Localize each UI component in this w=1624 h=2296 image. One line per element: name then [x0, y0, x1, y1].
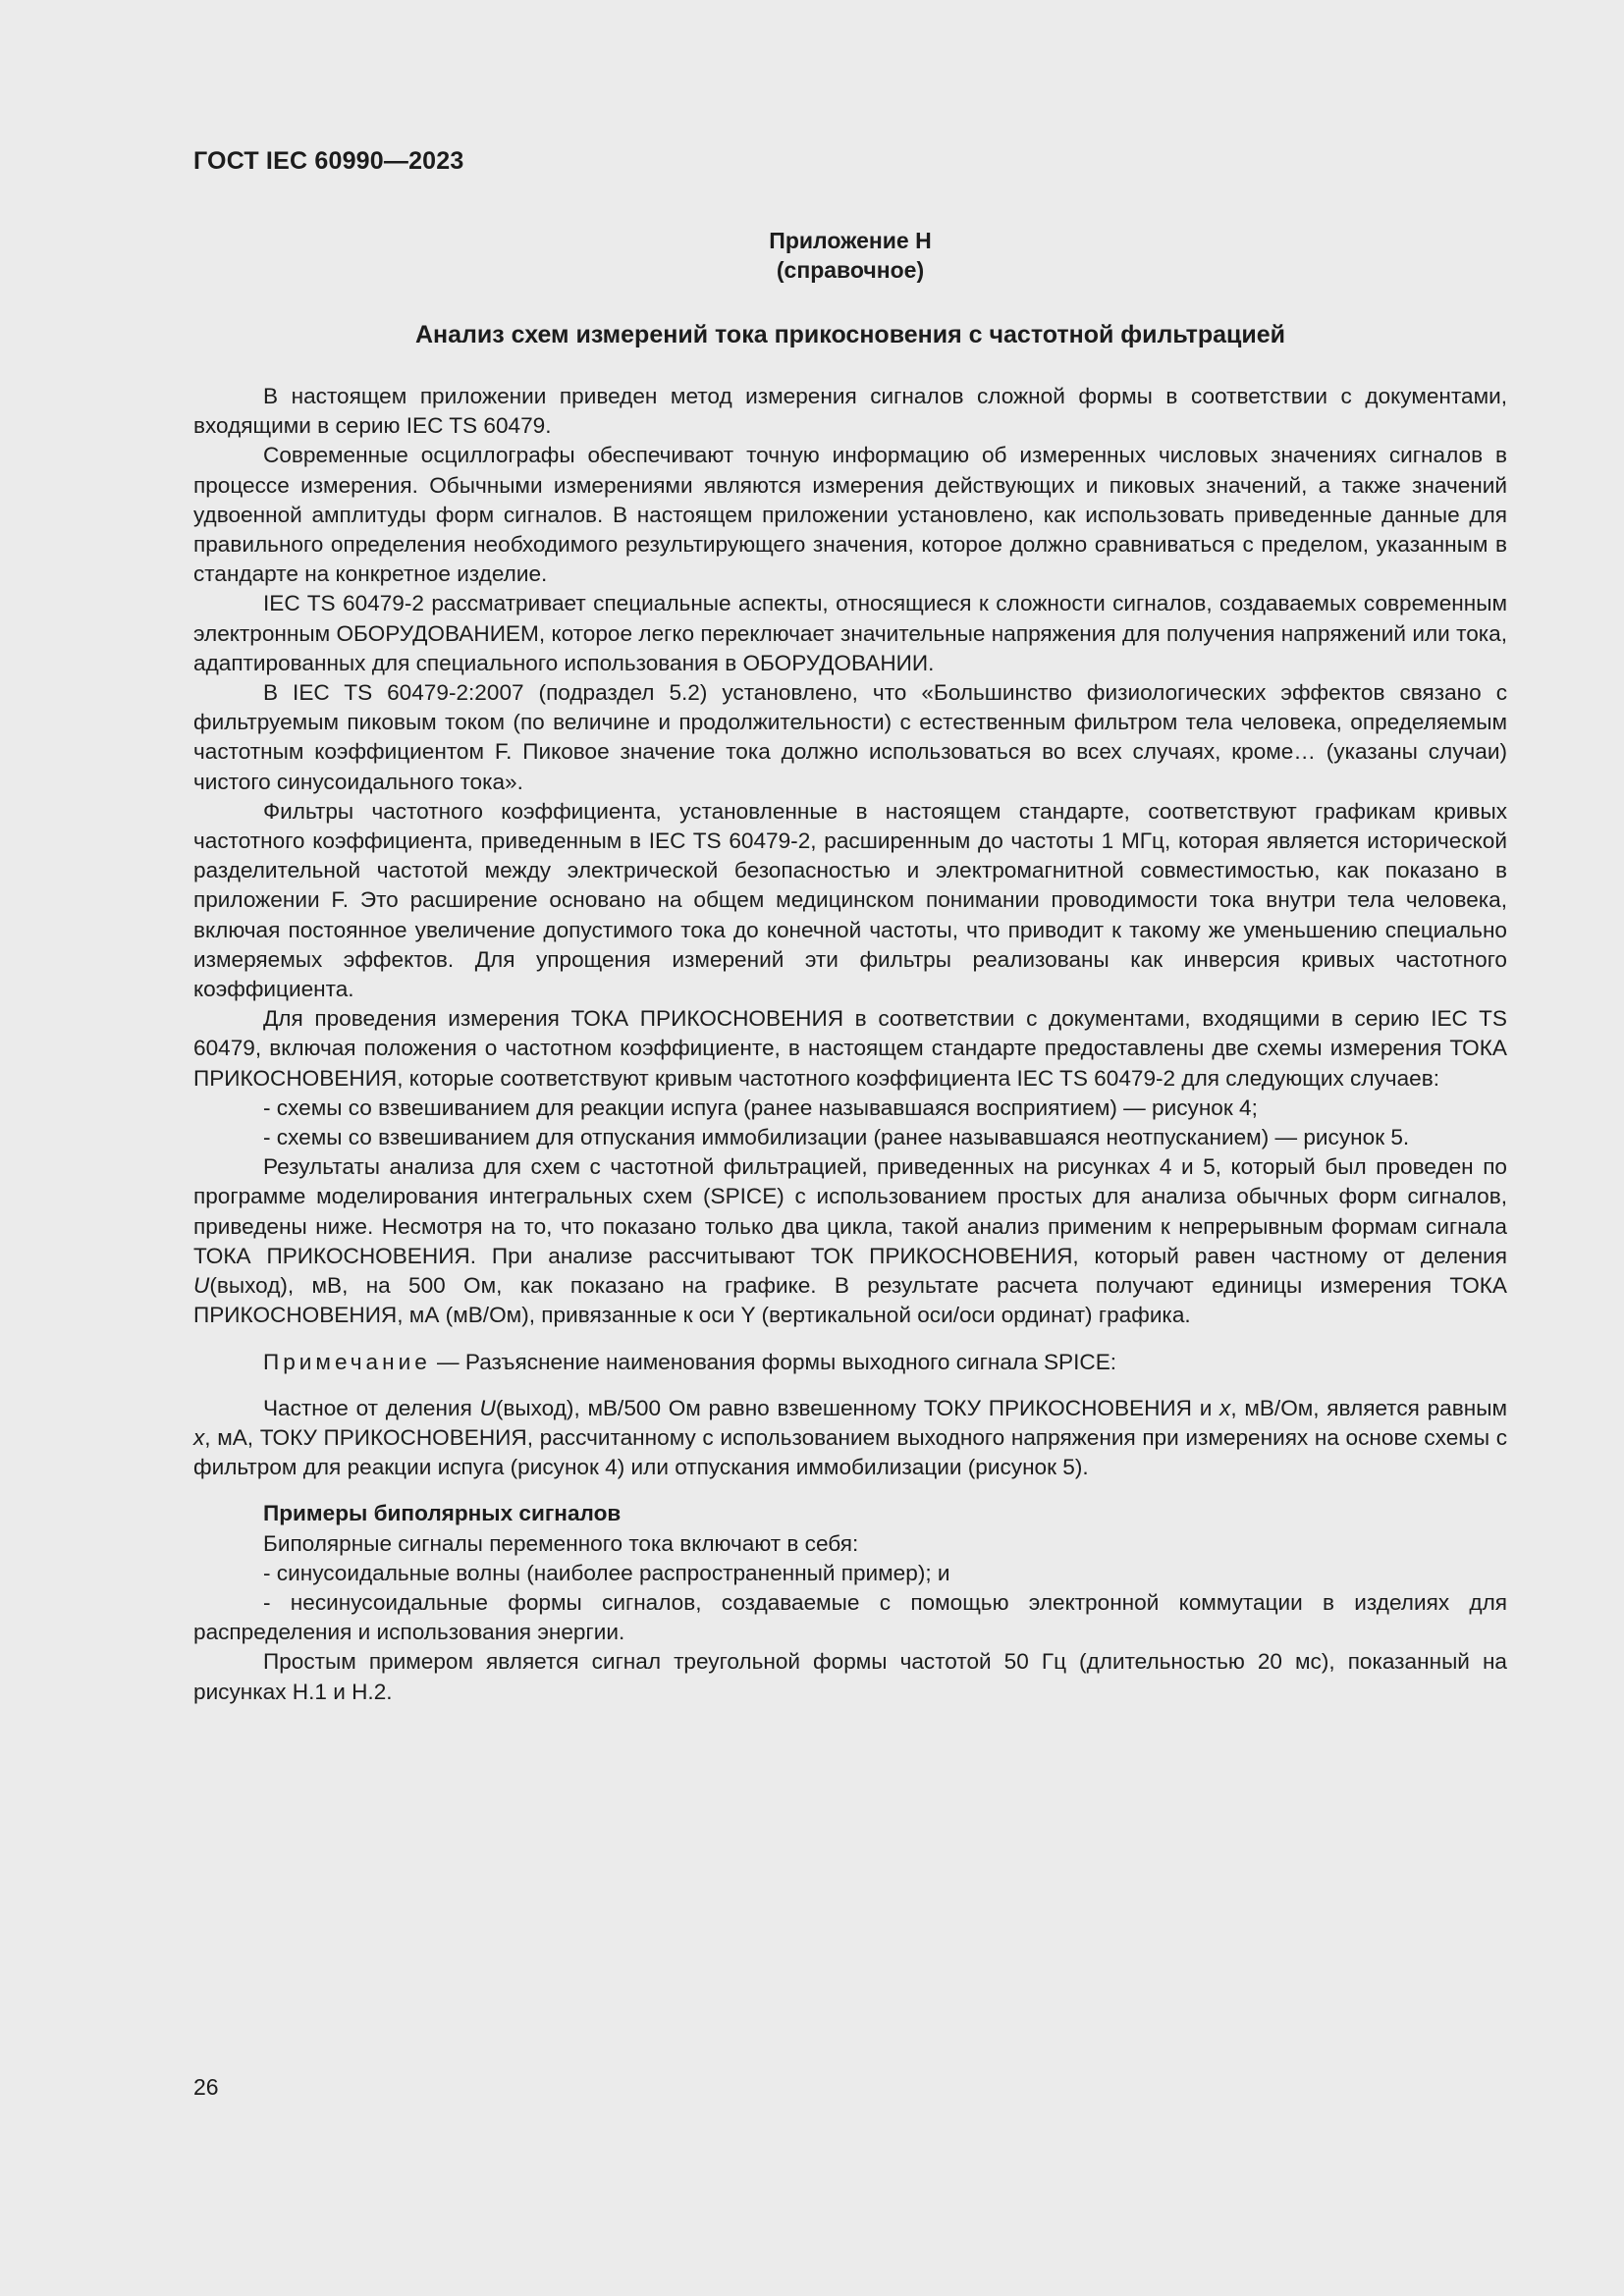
subheading-bipolar-signals: Примеры биполярных сигналов	[263, 1501, 622, 1526]
paragraph-8-text-1: Частное от деления	[263, 1395, 480, 1420]
paragraph-8	[193, 1394, 1507, 1483]
annex-heading	[193, 226, 1507, 285]
page-number: 26	[193, 2074, 219, 2100]
paragraph-3: IEC TS 60479-2 рассматривает специальные аспекты, относящиеся к сложности сигналов, создаваемых современным электронным ОБОРУДОВАНИЕМ, которое легко переключает значительные напряжения для получения напряжений или тока, адаптированных для специального использования в ОБОРУДОВАНИИ.	[193, 591, 1507, 675]
document-page	[193, 0, 1507, 2296]
annex-subtitle: (справочное)	[776, 257, 925, 283]
paragraph-8-text-2: (выход), мВ/500 Ом равно взвешенному ТОКУ ПРИКОСНОВЕНИЯ и	[495, 1395, 1220, 1420]
paragraph-2: Современные осциллографы обеспечивают точную информацию об измеренных числовых значениях сигналов в процессе измерения. Обычными измерениями являются измерения действующих и пиковых значений, а также значений удвоенной амплитуды форм сигналов. В настоящем приложении установлено, как использовать приведенные данные для правильного определения необходимого результирующего значения, которое должно сравниваться с пределом, указанным в стандарте на конкретное изделие.	[193, 443, 1507, 587]
paragraph-8-text-3: , мВ/Ом, является равным	[1230, 1395, 1507, 1420]
paragraph-9: Биполярные сигналы переменного тока включают в себя:	[263, 1530, 859, 1556]
paragraph-7	[193, 1152, 1507, 1330]
document-body	[193, 382, 1507, 1707]
paragraph-10: Простым примером является сигнал треугольной формы частотой 50 Гц (длительностью 20 мс), показанный на рисунках Н.1 и Н.2.	[193, 1649, 1507, 1704]
variable-x: x	[1219, 1395, 1231, 1420]
paragraph-7-text-2: (выход), мВ, на 500 Ом, как показано на графике. В результате расчета получают единицы измерения ТОКА ПРИКОСНОВЕНИЯ, мА (мВ/Ом), привязанные к оси Y (вертикальной оси/оси ординат) графика.	[193, 1273, 1507, 1328]
variable-u: U	[193, 1273, 210, 1299]
paragraph-6: Для проведения измерения ТОКА ПРИКОСНОВЕНИЯ в соответствии с документами, входящими в серию IEC TS 60479, включая положения о частотном коэффициенте, в настоящем стандарте предоставлены две схемы измерения ТОКА ПРИКОСНОВЕНИЯ, которые соответствуют кривым частотного коэффициента IEC TS 60479-2 для следующих случаев:	[193, 1006, 1507, 1091]
paragraph-1: В настоящем приложении приведен метод измерения сигналов сложной формы в соответствии с документами, входящими в серию IEC TS 60479.	[193, 384, 1507, 439]
paragraph-7-text-1: Результаты анализа для схем с частотной фильтрацией, приведенных на рисунках 4 и 5, который был проведен по программе моделирования интегральных схем (SPICE) с использованием простых для анализа обычных форм сигналов, приведены ниже. Несмотря на то, что показано только два цикла, такой анализ применим к непрерывным формам сигнала ТОКА ПРИКОСНОВЕНИЯ. При анализе рассчитывают ТОК ПРИКОСНОВЕНИЯ, который равен частному от деления	[193, 1154, 1507, 1268]
paragraph-4: В IEC TS 60479-2:2007 (подраздел 5.2) установлено, что «Большинство физиологических эффектов связано с фильтруемым пиковым током (по величине и продолжительности) с естественным фильтром тела человека, определяемым частотным коэффициентом F. Пиковое значение тока должно использоваться во всех случаях, кроме… (указаны случаи) чистого синусоидального тока».	[193, 680, 1507, 794]
list-item: - несинусоидальные формы сигналов, создаваемые с помощью электронной коммутации в изделиях для распределения и использования энергии.	[193, 1589, 1507, 1645]
variable-u: U	[479, 1395, 496, 1420]
annex-title: Приложение Н	[769, 228, 932, 253]
list-item: - схемы со взвешиванием для реакции испуга (ранее называвшаяся восприятием) — рисунок 4;	[263, 1095, 1258, 1120]
variable-x: x	[193, 1424, 205, 1450]
section-title: Анализ схем измерений тока прикосновения с частотной фильтрацией	[414, 321, 1286, 348]
paragraph-5: Фильтры частотного коэффициента, установленные в настоящем стандарте, соответствуют графикам кривых частотного коэффициента, приведенным в IEC TS 60479-2, расширенным до частоты 1 МГц, которая является исторической разделительной частотой между электрической безопасностью и электромагнитной совместимостью, как показано в приложении F. Это расширение основано на общем медицинском понимании проводимости тока внутри тела человека, включая постоянное увеличение допустимого тока до конечной частоты, что приводит к такому же уменьшению специально измеряемых эффектов. Для упрощения измерений эти фильтры реализованы как инверсия кривых частотного коэффициента.	[193, 798, 1507, 1002]
list-item: - синусоидальные волны (наиболее распространенный пример); и	[263, 1560, 950, 1585]
note	[193, 1348, 1507, 1377]
list-item: - схемы со взвешиванием для отпускания иммобилизации (ранее называвшаяся неотпусканием) — рисунок 5.	[263, 1125, 1410, 1150]
document-code: ГОСТ IEC 60990—2023	[193, 147, 464, 175]
note-text: — Разъяснение наименования формы выходного сигнала SPICE:	[430, 1349, 1117, 1374]
note-label: Примечание	[263, 1349, 431, 1374]
paragraph-8-text-4: , мА, ТОКУ ПРИКОСНОВЕНИЯ, рассчитанному с использованием выходного напряжения при измерениях на основе схемы с фильтром для реакции испуга (рисунок 4) или отпускания иммобилизации (рисунок 5).	[193, 1424, 1507, 1480]
